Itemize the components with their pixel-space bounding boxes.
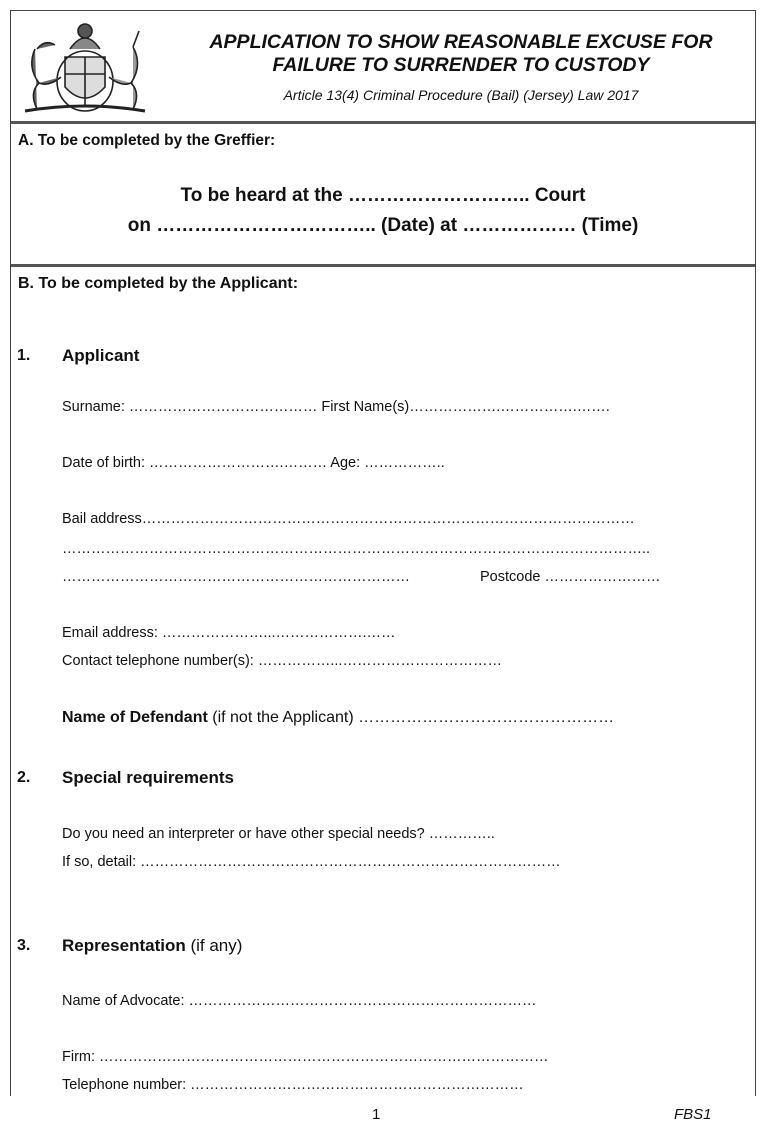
address-line-2[interactable]: ………………………………………………………………………………………………………….. (62, 541, 651, 557)
applicant-title: Applicant (62, 346, 140, 365)
interpreter-field[interactable]: Do you need an interpreter or have other special needs? ………….. (62, 826, 495, 842)
postcode-field[interactable]: Postcode …………………… (480, 569, 661, 585)
date-time-line[interactable]: on …………………………….. (Date) at ……………… (Time) (127, 215, 639, 236)
item-2-number: 2. (17, 769, 31, 786)
page-number: 1 (372, 1106, 381, 1123)
address-line-3[interactable]: ……………………………………………………………… (62, 569, 410, 585)
title-line-2: FAILURE TO SURRENDER TO CUSTODY (272, 54, 650, 76)
special-detail-field[interactable]: If so, detail: …………………………………………………………………………… (62, 854, 561, 870)
representation-suffix: (if any) (185, 936, 243, 955)
section-b-heading: B. To be completed by the Applicant: (18, 275, 299, 292)
firm-field[interactable]: Firm: ………………………………………………………………………………… (62, 1049, 549, 1065)
item-1-number: 1. (17, 347, 31, 364)
bail-address-field[interactable]: Bail address………………………………………………………………………………………… (62, 511, 635, 527)
surname-field[interactable]: Surname: ………………………………… First Name(s)……………….…………….……. (62, 399, 610, 415)
form-subtitle: Article 13(4) Criminal Procedure (Bail) (Jersey) Law 2017 (283, 87, 639, 103)
court-line[interactable]: To be heard at the ……………………….. Court (180, 185, 586, 206)
rep-telephone-field[interactable]: Telephone number: …………………………………………………………… (62, 1077, 524, 1093)
form-title (171, 31, 751, 77)
royal-coat-of-arms-icon (15, 19, 155, 119)
advocate-field[interactable]: Name of Advocate: ……………………………………………………………… (62, 993, 537, 1009)
date-of-birth-field[interactable]: Date of birth: ……………………….……… Age: …………….. (62, 455, 445, 471)
representation-title (62, 936, 242, 956)
defendant-label: Name of Defendant (62, 709, 208, 726)
representation-label: Representation (62, 936, 186, 955)
defendant-rest: (if not the Applicant) ………………………………………… (207, 709, 615, 726)
defendant-name-field[interactable] (62, 709, 614, 727)
section-a (11, 124, 755, 267)
form-code: FBS1 (674, 1106, 712, 1123)
section-a-heading: A. To be completed by the Greffier: (18, 132, 276, 149)
special-requirements-title: Special requirements (62, 768, 234, 787)
email-field[interactable]: Email address: …………………...……………….…… (62, 625, 396, 641)
telephone-field[interactable]: Contact telephone number(s): ……………...…………………………… (62, 653, 502, 669)
item-3-number: 3. (17, 937, 31, 954)
form-header (11, 11, 755, 124)
title-line-1: APPLICATION TO SHOW REASONABLE EXCUSE FOR (209, 31, 713, 53)
form-frame (10, 10, 756, 1096)
